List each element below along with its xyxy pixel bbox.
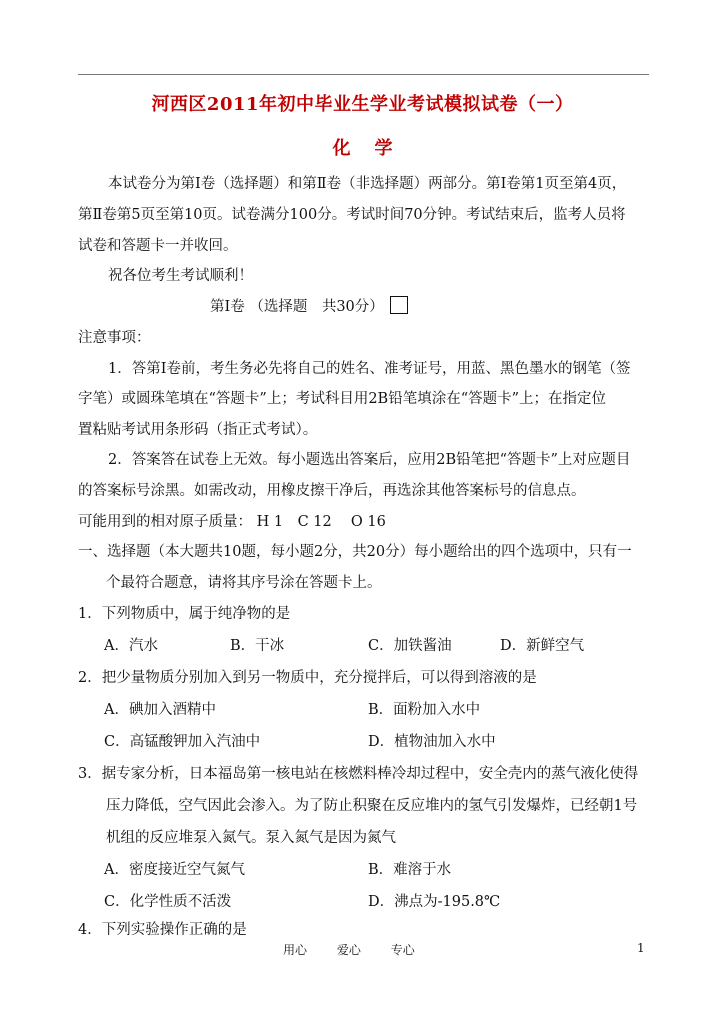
intro-line-3: 试卷和答题卡一并收回。	[78, 238, 238, 254]
note-2-line-1: 2．答案答在试卷上无效。每小题选出答案后，应用2B铅笔把“答题卡”上对应题目	[108, 452, 631, 468]
q1-option-b: B．干冰	[230, 638, 285, 654]
footer-word-2: 爱心	[336, 943, 361, 957]
q3-line-1: 3．据专家分析，日本福岛第一核电站在核燃料棒冷却过程中，安全壳内的蒸气液化使得	[78, 766, 639, 782]
subject-title: 化学	[332, 138, 417, 159]
footer-word-3: 专心	[390, 943, 415, 957]
note-1-line-1: 1．答第Ⅰ卷前，考生务必先将自己的姓名、准考证号，用蓝、黑色墨水的钢笔（签	[108, 361, 631, 377]
section-heading-text: 第Ⅰ卷 （选择题 共30分）	[210, 299, 384, 315]
q3-option-c: C．化学性质不活泼	[104, 894, 232, 910]
note-2-line-2: 的答案标号涂黑。如需改动，用橡皮擦干净后，再选涂其他答案标号的信息点。	[78, 483, 586, 499]
q3-option-a: A．密度接近空气氮气	[104, 862, 245, 878]
exam-title: 河西区2011年初中毕业生学业考试模拟试卷（一）	[151, 94, 574, 115]
section-heading	[210, 295, 408, 316]
q3-line-3: 机组的反应堆泵入氮气。泵入氮气是因为氮气	[106, 830, 396, 846]
part1-line-1: 一、选择题（本大题共10题，每小题2分，共20分）每小题给出的四个选项中，只有一	[78, 544, 632, 560]
note-1-line-2: 字笔）或圆珠笔填在“答题卡”上；考试科目用2B铅笔填涂在“答题卡”上；在指定位	[78, 391, 607, 407]
page-footer	[283, 941, 441, 958]
intro-line-1: 本试卷分为第Ⅰ卷（选择题）和第Ⅱ卷（非选择题）两部分。第Ⅰ卷第1页至第4页，	[108, 176, 627, 192]
q3-line-2: 压力降低，空气因此会渗入。为了防止积聚在反应堆内的氢气引发爆炸，已经朝1号	[106, 798, 638, 814]
q1-option-c: C．加铁酱油	[368, 638, 452, 654]
q3-option-d: D．沸点为-195.8℃	[368, 894, 501, 910]
notes-heading: 注意事项：	[78, 330, 151, 346]
atomic-mass-line: 可能用到的相对原子质量： H 1 C 12 O 16	[78, 514, 386, 530]
q2-option-b: B．面粉加入水中	[368, 702, 481, 718]
q2-option-a: A．碘加入酒精中	[104, 702, 216, 718]
page-number: 1	[637, 941, 645, 955]
header-rule	[78, 74, 649, 75]
q1-stem: 1．下列物质中，属于纯净物的是	[78, 606, 291, 622]
q4-stem: 4．下列实验操作正确的是	[78, 922, 247, 938]
intro-line-2: 第Ⅱ卷第5页至第10页。试卷满分100分。考试时间70分钟。考试结束后，监考人员将	[78, 207, 626, 223]
q2-stem: 2．把少量物质分别加入到另一物质中，充分搅拌后，可以得到溶液的是	[78, 670, 537, 686]
q1-option-d: D．新鲜空气	[500, 638, 585, 654]
part1-line-2: 个最符合题意，请将其序号涂在答题卡上。	[106, 575, 382, 591]
q2-option-d: D．植物油加入水中	[368, 734, 496, 750]
q3-option-b: B．难溶于水	[368, 862, 452, 878]
note-1-line-3: 置粘贴考试用条形码（指正式考试）。	[78, 422, 318, 438]
footer-word-1: 用心	[283, 943, 308, 957]
q1-option-a: A．汽水	[104, 638, 158, 654]
score-box	[390, 296, 408, 314]
q2-option-c: C．高锰酸钾加入汽油中	[104, 734, 261, 750]
wish-text: 祝各位考生考试顺利！	[108, 268, 253, 284]
